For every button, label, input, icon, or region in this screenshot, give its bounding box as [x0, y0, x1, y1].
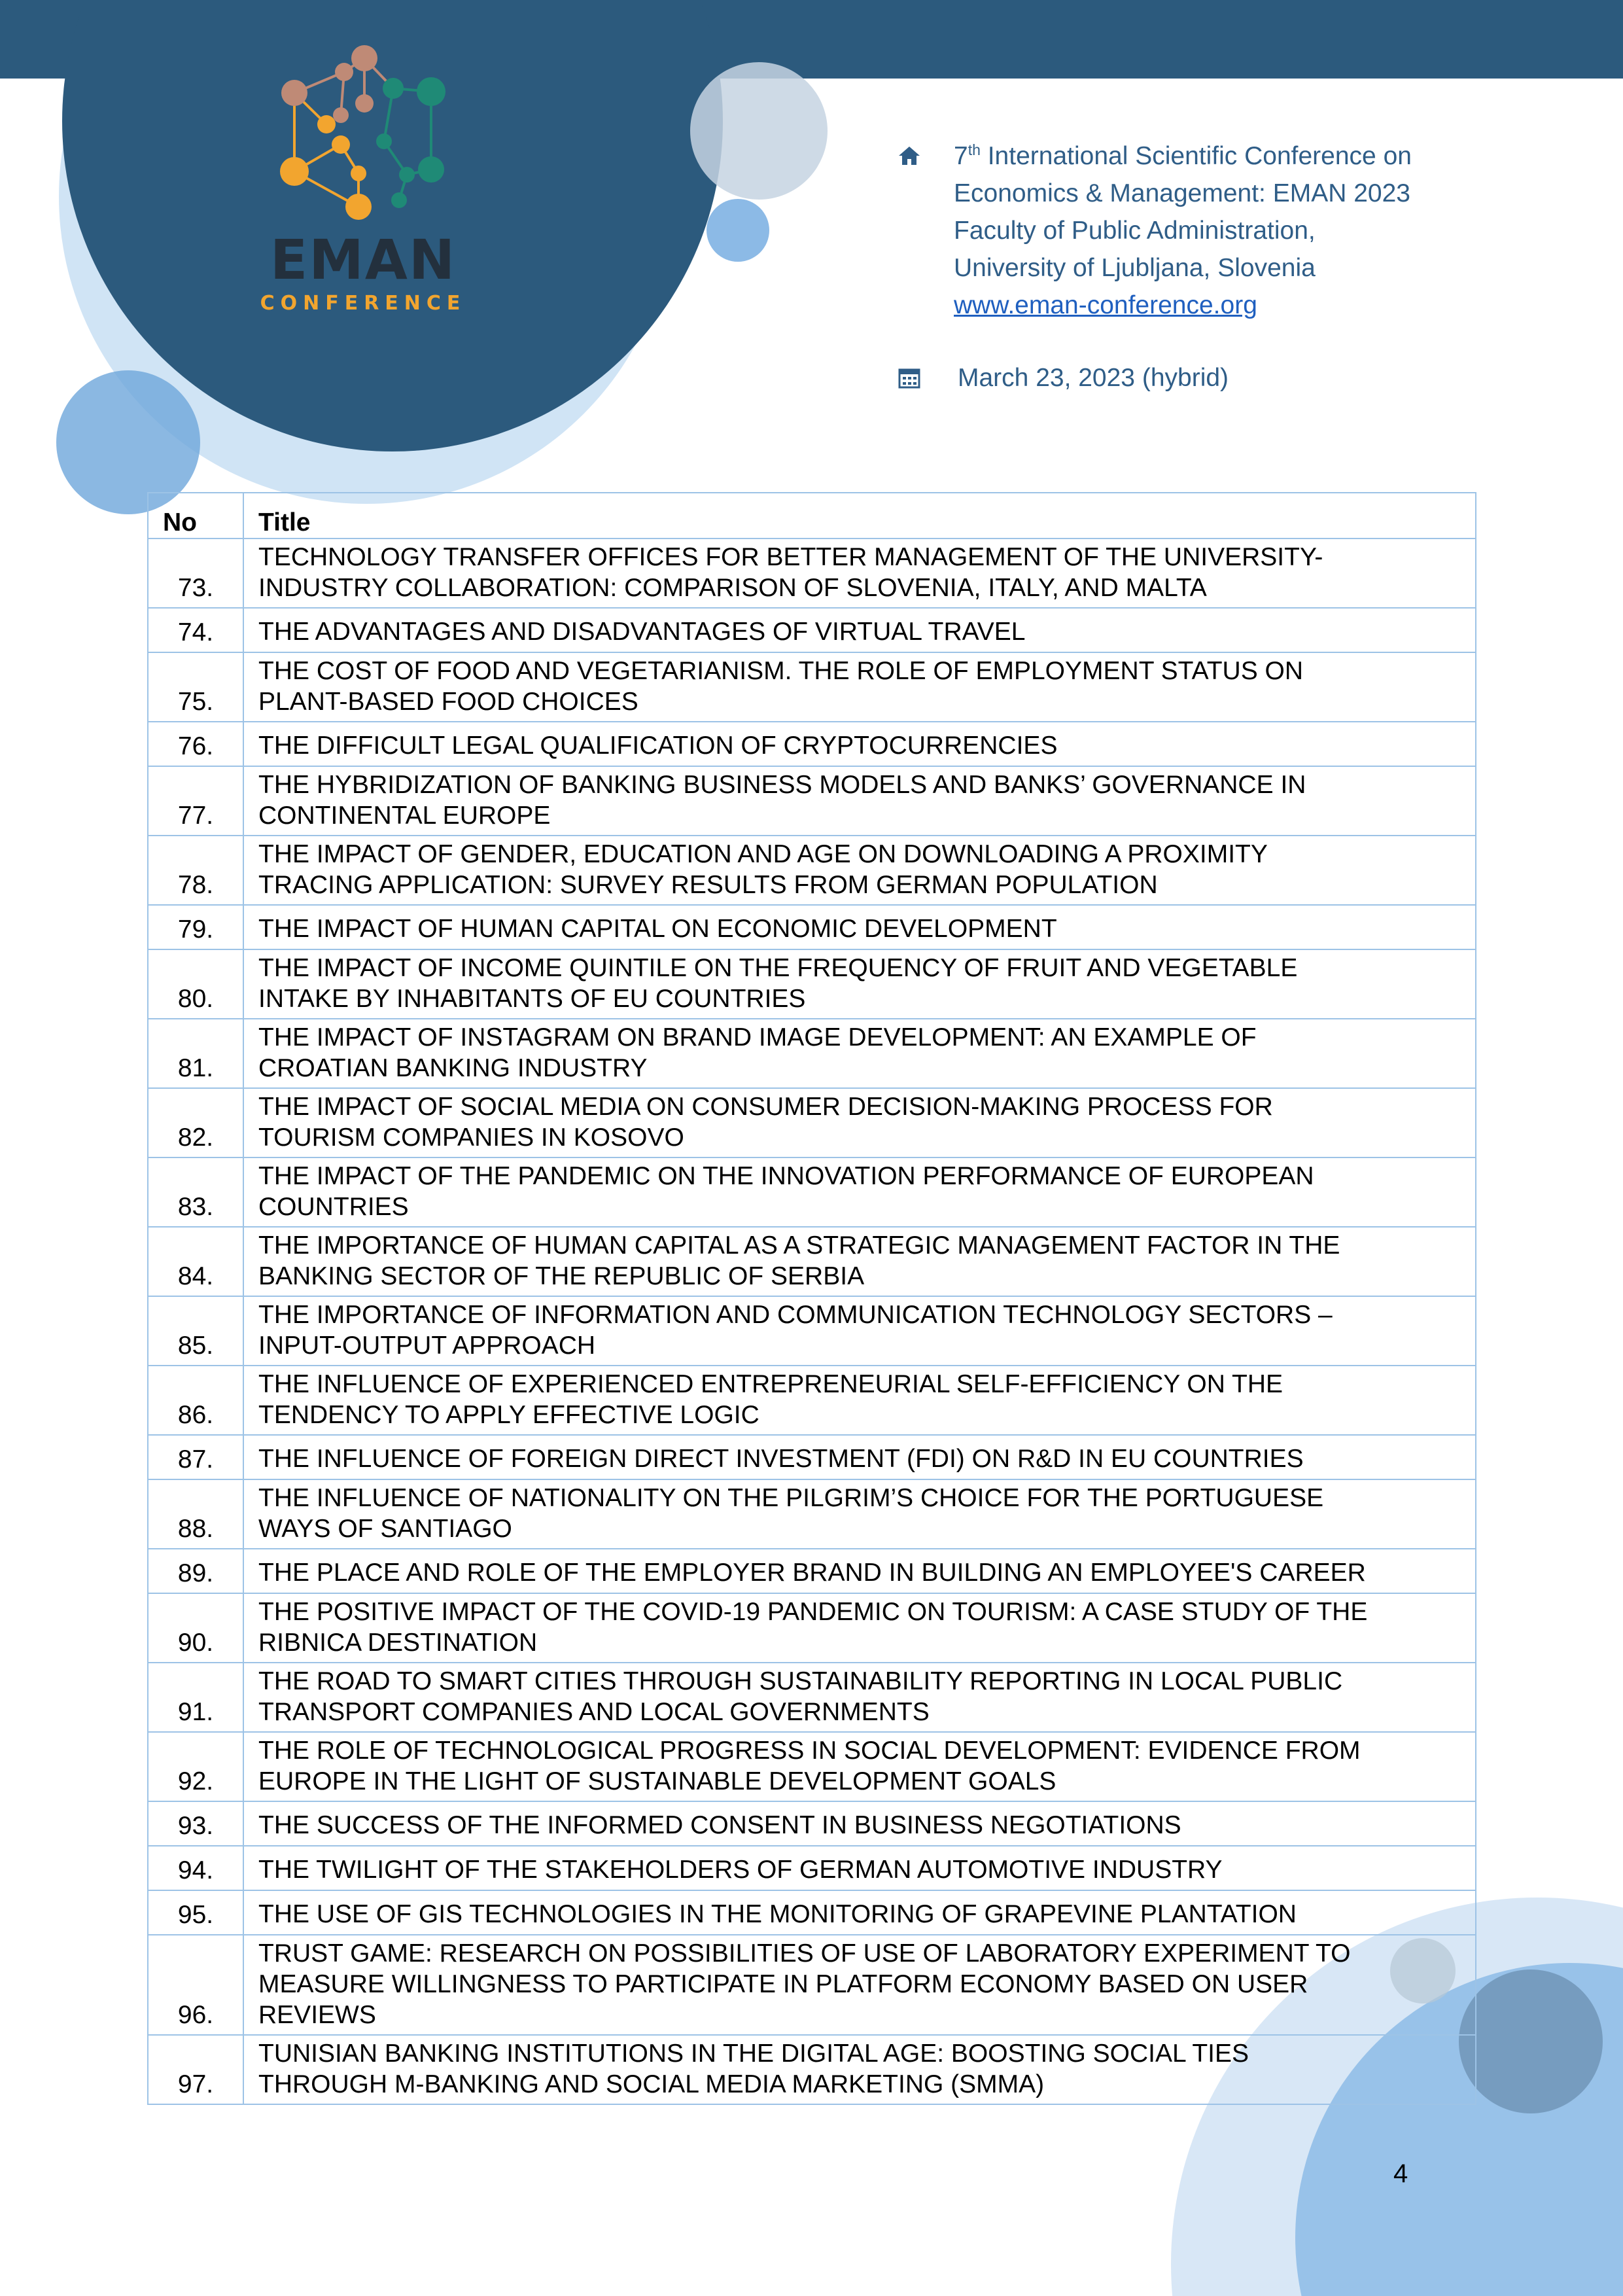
paper-title-line: THE PLACE AND ROLE OF THE EMPLOYER BRAND IN BUILDING AN EMPLOYEE'S CAREER	[258, 1559, 1366, 1587]
paper-title-line: THROUGH M-BANKING AND SOCIAL MEDIA MARKETING (SMMA)	[258, 2070, 1045, 2098]
paper-title-line: CONTINENTAL EUROPE	[258, 802, 551, 830]
paper-number: 87.	[148, 1435, 243, 1479]
paper-title-line: TOURISM COMPANIES IN KOSOVO	[258, 1123, 684, 1152]
paper-title-line: EUROPE IN THE LIGHT OF SUSTAINABLE DEVELOPMENT GOALS	[258, 1767, 1056, 1795]
paper-number: 85.	[148, 1296, 243, 1366]
paper-title-line: THE COST OF FOOD AND VEGETARIANISM. THE ROLE OF EMPLOYMENT STATUS ON	[258, 657, 1304, 685]
table-row	[148, 836, 1476, 905]
conference-ordinal: 7	[954, 142, 968, 170]
paper-title-line: THE SUCCESS OF THE INFORMED CONSENT IN BUSINESS NEGOTIATIONS	[258, 1811, 1181, 1839]
paper-title	[243, 722, 1476, 766]
paper-title	[243, 1019, 1476, 1088]
paper-title-line: THE DIFFICULT LEGAL QUALIFICATION OF CRYPTOCURRENCIES	[258, 732, 1058, 760]
paper-title	[243, 608, 1476, 652]
paper-title-line: PLANT-BASED FOOD CHOICES	[258, 688, 638, 716]
conference-title-line2: Economics & Management: EMAN 2023	[954, 179, 1411, 207]
paper-title	[243, 1435, 1476, 1479]
table-row	[148, 1019, 1476, 1088]
table-row	[148, 1846, 1476, 1890]
paper-title-line: TRANSPORT COMPANIES AND LOCAL GOVERNMENTS	[258, 1698, 930, 1726]
paper-number: 89.	[148, 1549, 243, 1593]
ordinal-suffix: th	[968, 141, 981, 158]
paper-title	[243, 1549, 1476, 1593]
paper-number: 74.	[148, 608, 243, 652]
column-header-title: Title	[243, 493, 1476, 539]
paper-title	[243, 1088, 1476, 1157]
table-row	[148, 1663, 1476, 1732]
paper-title	[243, 652, 1476, 722]
paper-title-line: THE IMPACT OF INCOME QUINTILE ON THE FREQUENCY OF FRUIT AND VEGETABLE	[258, 954, 1298, 982]
paper-title	[243, 1479, 1476, 1549]
paper-title-line: THE HYBRIDIZATION OF BANKING BUSINESS MODELS AND BANKS’ GOVERNANCE IN	[258, 771, 1306, 799]
paper-title-line: INTAKE BY INHABITANTS OF EU COUNTRIES	[258, 985, 806, 1013]
paper-title	[243, 1935, 1476, 2035]
paper-title	[243, 2035, 1476, 2104]
paper-title-line: TENDENCY TO APPLY EFFECTIVE LOGIC	[258, 1401, 759, 1429]
conference-date: March 23, 2023 (hybrid)	[958, 364, 1229, 392]
table-row	[148, 1296, 1476, 1366]
paper-title-line: TUNISIAN BANKING INSTITUTIONS IN THE DIGITAL AGE: BOOSTING SOCIAL TIES	[258, 2040, 1249, 2068]
table-row	[148, 1801, 1476, 1846]
paper-number: 97.	[148, 2035, 243, 2104]
paper-number: 77.	[148, 766, 243, 836]
paper-title-line: THE IMPACT OF GENDER, EDUCATION AND AGE ON DOWNLOADING A PROXIMITY	[258, 840, 1268, 868]
paper-title	[243, 1663, 1476, 1732]
conference-address	[898, 137, 1519, 324]
table-row	[148, 1227, 1476, 1296]
paper-number: 90.	[148, 1593, 243, 1663]
paper-number: 83.	[148, 1157, 243, 1227]
table-row	[148, 1366, 1476, 1435]
paper-title-line: CROATIAN BANKING INDUSTRY	[258, 1054, 648, 1082]
paper-number: 82.	[148, 1088, 243, 1157]
paper-title-line: THE USE OF GIS TECHNOLOGIES IN THE MONITORING OF GRAPEVINE PLANTATION	[258, 1900, 1297, 1928]
table-row	[148, 1435, 1476, 1479]
paper-title-line: INPUT-OUTPUT APPROACH	[258, 1332, 596, 1360]
paper-title-line: REVIEWS	[258, 2001, 376, 2029]
papers-table	[147, 492, 1476, 2105]
paper-title-line: THE ROAD TO SMART CITIES THROUGH SUSTAINABILITY REPORTING IN LOCAL PUBLIC	[258, 1667, 1343, 1695]
paper-title-line: TECHNOLOGY TRANSFER OFFICES FOR BETTER MANAGEMENT OF THE UNIVERSITY-	[258, 543, 1323, 571]
paper-title	[243, 905, 1476, 949]
calendar-icon	[898, 366, 921, 389]
paper-number: 80.	[148, 949, 243, 1019]
home-icon	[898, 144, 921, 168]
paper-title-line: THE INFLUENCE OF NATIONALITY ON THE PILGRIM’S CHOICE FOR THE PORTUGUESE	[258, 1484, 1324, 1512]
paper-title-line: WAYS OF SANTIAGO	[258, 1515, 512, 1543]
logo-subtitle: CONFERENCE	[260, 292, 466, 315]
paper-title-line: MEASURE WILLINGNESS TO PARTICIPATE IN PLATFORM ECONOMY BASED ON USER	[258, 1970, 1308, 1998]
table-row	[148, 766, 1476, 836]
paper-title-line: THE TWILIGHT OF THE STAKEHOLDERS OF GERMAN AUTOMOTIVE INDUSTRY	[258, 1856, 1223, 1884]
table-row	[148, 722, 1476, 766]
paper-title	[243, 1890, 1476, 1935]
table-body	[148, 539, 1476, 2104]
paper-number: 88.	[148, 1479, 243, 1549]
paper-title-line: INDUSTRY COLLABORATION: COMPARISON OF SLOVENIA, ITALY, AND MALTA	[258, 574, 1207, 602]
paper-title-line: TRUST GAME: RESEARCH ON POSSIBILITIES OF USE OF LABORATORY EXPERIMENT TO	[258, 1939, 1351, 1968]
paper-title-line: THE IMPORTANCE OF INFORMATION AND COMMUNICATION TECHNOLOGY SECTORS –	[258, 1301, 1333, 1329]
table-row	[148, 1157, 1476, 1227]
paper-title-line: THE INFLUENCE OF FOREIGN DIRECT INVESTMENT (FDI) ON R&D IN EU COUNTRIES	[258, 1445, 1304, 1473]
paper-title-line: THE IMPACT OF HUMAN CAPITAL ON ECONOMIC DEVELOPMENT	[258, 915, 1057, 943]
paper-number: 96.	[148, 1935, 243, 2035]
paper-title	[243, 1846, 1476, 1890]
column-header-no: No	[148, 493, 243, 539]
paper-title-line: RIBNICA DESTINATION	[258, 1629, 538, 1657]
paper-number: 91.	[148, 1663, 243, 1732]
paper-title	[243, 766, 1476, 836]
paper-title	[243, 1593, 1476, 1663]
paper-title-line: COUNTRIES	[258, 1193, 409, 1221]
paper-title-line: BANKING SECTOR OF THE REPUBLIC OF SERBIA	[258, 1262, 865, 1290]
table-header-row	[148, 493, 1476, 539]
table-row	[148, 1593, 1476, 1663]
paper-title-line: THE ROLE OF TECHNOLOGICAL PROGRESS IN SOCIAL DEVELOPMENT: EVIDENCE FROM	[258, 1737, 1361, 1765]
conference-info	[898, 137, 1519, 397]
paper-title	[243, 1296, 1476, 1366]
paper-title-line: THE IMPACT OF THE PANDEMIC ON THE INNOVATION PERFORMANCE OF EUROPEAN	[258, 1162, 1314, 1190]
faculty-line: Faculty of Public Administration,	[954, 217, 1316, 245]
paper-number: 76.	[148, 722, 243, 766]
conference-date-row	[898, 359, 1519, 397]
paper-number: 92.	[148, 1732, 243, 1801]
paper-number: 84.	[148, 1227, 243, 1296]
paper-title-line: THE POSITIVE IMPACT OF THE COVID-19 PANDEMIC ON TOURISM: A CASE STUDY OF THE	[258, 1598, 1368, 1626]
page-number: 4	[1393, 2159, 1408, 2188]
paper-title	[243, 1157, 1476, 1227]
paper-title	[243, 836, 1476, 905]
table-row	[148, 1088, 1476, 1157]
table-row	[148, 1549, 1476, 1593]
paper-title-line: THE IMPORTANCE OF HUMAN CAPITAL AS A STRATEGIC MANAGEMENT FACTOR IN THE	[258, 1231, 1340, 1260]
paper-title	[243, 1801, 1476, 1846]
paper-title	[243, 539, 1476, 608]
table-row	[148, 1935, 1476, 2035]
table-row	[148, 539, 1476, 608]
paper-number: 78.	[148, 836, 243, 905]
paper-title-line: THE IMPACT OF INSTAGRAM ON BRAND IMAGE DEVELOPMENT: AN EXAMPLE OF	[258, 1023, 1257, 1051]
paper-number: 95.	[148, 1890, 243, 1935]
paper-number: 75.	[148, 652, 243, 722]
paper-title	[243, 949, 1476, 1019]
paper-title-line: THE ADVANTAGES AND DISADVANTAGES OF VIRTUAL TRAVEL	[258, 618, 1026, 646]
website-link[interactable]: www.eman-conference.org	[954, 291, 1257, 319]
paper-title-line: THE IMPACT OF SOCIAL MEDIA ON CONSUMER DECISION-MAKING PROCESS FOR	[258, 1093, 1273, 1121]
table-row	[148, 1890, 1476, 1935]
table-row	[148, 1732, 1476, 1801]
university-line: University of Ljubljana, Slovenia	[954, 254, 1316, 282]
paper-title-line: TRACING APPLICATION: SURVEY RESULTS FROM GERMAN POPULATION	[258, 871, 1158, 899]
eman-logo-icon	[249, 26, 478, 222]
paper-number: 79.	[148, 905, 243, 949]
paper-title	[243, 1366, 1476, 1435]
paper-number: 93.	[148, 1801, 243, 1846]
paper-number: 81.	[148, 1019, 243, 1088]
paper-title	[243, 1227, 1476, 1296]
conference-title-rest: International Scientific Conference on	[980, 142, 1412, 170]
table-row	[148, 608, 1476, 652]
table-row	[148, 2035, 1476, 2104]
paper-title-line: THE INFLUENCE OF EXPERIENCED ENTREPRENEURIAL SELF-EFFICIENCY ON THE	[258, 1370, 1283, 1398]
table-row	[148, 949, 1476, 1019]
table-row	[148, 652, 1476, 722]
paper-title	[243, 1732, 1476, 1801]
paper-number: 73.	[148, 539, 243, 608]
table-row	[148, 905, 1476, 949]
conference-title-line1	[954, 137, 1519, 175]
table-row	[148, 1479, 1476, 1549]
paper-number: 86.	[148, 1366, 243, 1435]
logo-wordmark: EMAN	[270, 228, 457, 292]
paper-number: 94.	[148, 1846, 243, 1890]
